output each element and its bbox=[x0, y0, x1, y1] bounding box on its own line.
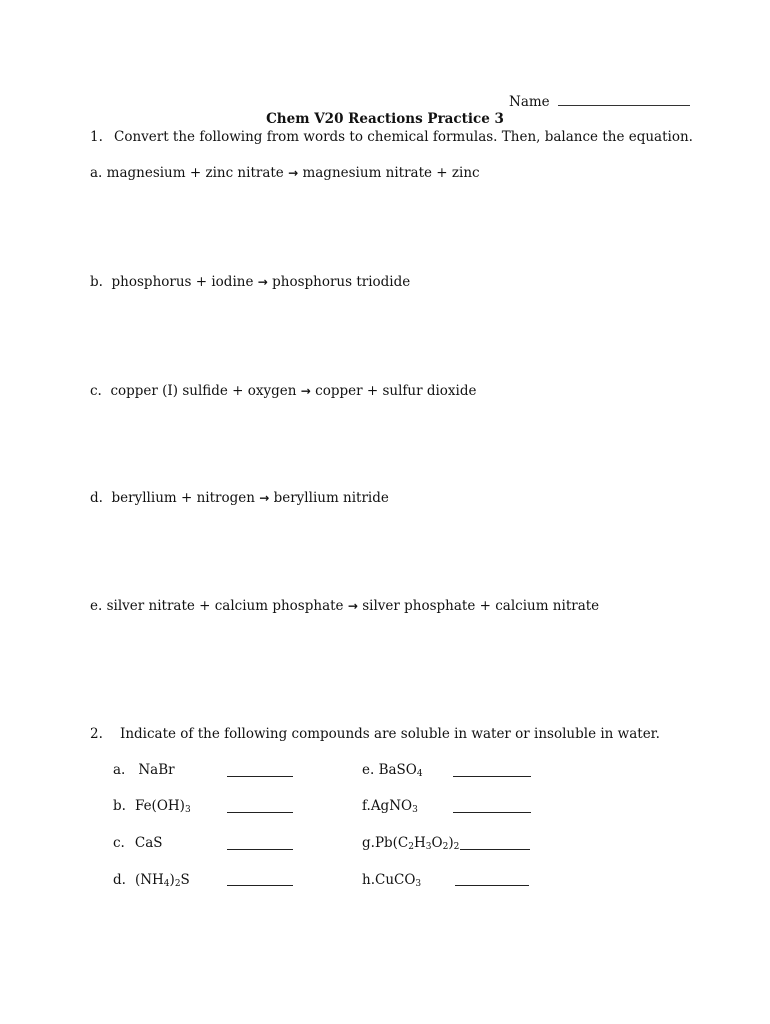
formula-subscript: 2 bbox=[174, 879, 181, 889]
item-letter: f. bbox=[362, 798, 371, 814]
formula-subscript: 3 bbox=[415, 879, 422, 889]
question-1-text: Convert the following from words to chemical formulas. Then, balance the equation. bbox=[114, 129, 693, 145]
name-blank[interactable] bbox=[558, 95, 690, 106]
item-letter: b. bbox=[90, 274, 103, 290]
question-1-number: 1. bbox=[90, 129, 103, 145]
answer-blank-h[interactable] bbox=[455, 885, 529, 886]
compound-item-h bbox=[362, 872, 421, 888]
formula-part: BaSO bbox=[378, 762, 417, 778]
item-letter: a. bbox=[90, 165, 103, 181]
reactants-text: copper (I) sulfide + oxygen bbox=[110, 383, 297, 399]
reaction-item-d bbox=[90, 490, 389, 506]
name-label: Name bbox=[509, 94, 550, 110]
arrow-right-icon: → bbox=[257, 275, 268, 289]
products-text: phosphorus triodide bbox=[272, 274, 411, 290]
compound-formula: CaS bbox=[134, 835, 163, 851]
products-text: silver phosphate + calcium nitrate bbox=[362, 598, 600, 614]
arrow-right-icon: → bbox=[259, 491, 270, 505]
products-text: magnesium nitrate + zinc bbox=[302, 165, 480, 181]
compound-formula bbox=[379, 762, 423, 778]
reaction-item-c bbox=[90, 383, 476, 399]
reaction-item-b bbox=[90, 274, 410, 290]
answer-blank-e[interactable] bbox=[453, 776, 531, 777]
item-letter: g. bbox=[362, 835, 375, 851]
reactants-text: silver nitrate + calcium phosphate bbox=[106, 598, 344, 614]
formula-part: ) bbox=[169, 872, 175, 888]
answer-blank-b[interactable] bbox=[227, 812, 293, 813]
formula-subscript: 2 bbox=[442, 842, 449, 852]
formula-part: Pb(C bbox=[374, 835, 409, 851]
compound-formula bbox=[371, 798, 418, 814]
compound-formula bbox=[135, 798, 191, 814]
compound-item-a bbox=[113, 762, 175, 778]
question-2-prompt bbox=[90, 726, 660, 742]
compound-item-f bbox=[362, 798, 418, 814]
formula-part: AgNO bbox=[370, 798, 413, 814]
answer-blank-g[interactable] bbox=[460, 849, 530, 850]
compound-item-c bbox=[113, 835, 163, 851]
name-field bbox=[509, 94, 690, 110]
compound-formula bbox=[135, 872, 190, 888]
compound-item-b bbox=[113, 798, 191, 814]
compound-item-e bbox=[362, 762, 423, 778]
item-letter: h. bbox=[362, 872, 375, 888]
products-text: copper + sulfur dioxide bbox=[315, 383, 477, 399]
formula-part: Fe(OH) bbox=[134, 798, 185, 814]
reactants-text: phosphorus + iodine bbox=[111, 274, 254, 290]
formula-subscript: 2 bbox=[408, 842, 414, 852]
question-2-number: 2. bbox=[90, 726, 103, 742]
compound-formula: NaBr bbox=[138, 762, 175, 778]
arrow-right-icon: → bbox=[347, 599, 358, 613]
formula-subscript: 4 bbox=[416, 769, 423, 779]
formula-part: ) bbox=[448, 835, 454, 851]
reactants-text: magnesium + zinc nitrate bbox=[106, 165, 284, 181]
item-letter: c. bbox=[113, 835, 125, 851]
reaction-item-e bbox=[90, 598, 599, 614]
answer-blank-a[interactable] bbox=[227, 776, 293, 777]
reactants-text: beryllium + nitrogen bbox=[111, 490, 255, 506]
formula-subscript: 3 bbox=[425, 842, 432, 852]
products-text: beryllium nitride bbox=[273, 490, 389, 506]
compound-formula bbox=[375, 872, 421, 888]
answer-blank-c[interactable] bbox=[227, 849, 293, 850]
question-2-text: Indicate of the following compounds are soluble in water or insoluble in water. bbox=[120, 726, 660, 742]
item-letter: d. bbox=[90, 490, 103, 506]
formula-part: S bbox=[180, 872, 190, 888]
reaction-item-a bbox=[90, 165, 480, 181]
compound-item-g bbox=[362, 835, 459, 851]
compound-formula bbox=[375, 835, 459, 851]
formula-part: CuCO bbox=[375, 872, 416, 888]
formula-part: H bbox=[414, 835, 426, 851]
formula-part: O bbox=[431, 835, 443, 851]
answer-blank-f[interactable] bbox=[453, 812, 531, 813]
compound-item-d bbox=[113, 872, 190, 888]
arrow-right-icon: → bbox=[300, 384, 311, 398]
item-letter: e. bbox=[90, 598, 103, 614]
arrow-right-icon: → bbox=[288, 166, 299, 180]
item-letter: a. bbox=[113, 762, 126, 778]
item-letter: b. bbox=[113, 798, 126, 814]
page-title: Chem V20 Reactions Practice 3 bbox=[266, 111, 504, 127]
item-letter: e. bbox=[362, 762, 375, 778]
formula-subscript: 2 bbox=[453, 842, 460, 852]
formula-subscript: 3 bbox=[412, 805, 418, 815]
answer-blank-d[interactable] bbox=[227, 885, 293, 886]
formula-subscript: 3 bbox=[184, 805, 191, 815]
formula-part: (NH bbox=[134, 872, 164, 888]
question-1-prompt bbox=[90, 129, 693, 145]
item-letter: c. bbox=[90, 383, 102, 399]
item-letter: d. bbox=[113, 872, 126, 888]
formula-subscript: 4 bbox=[163, 879, 170, 889]
